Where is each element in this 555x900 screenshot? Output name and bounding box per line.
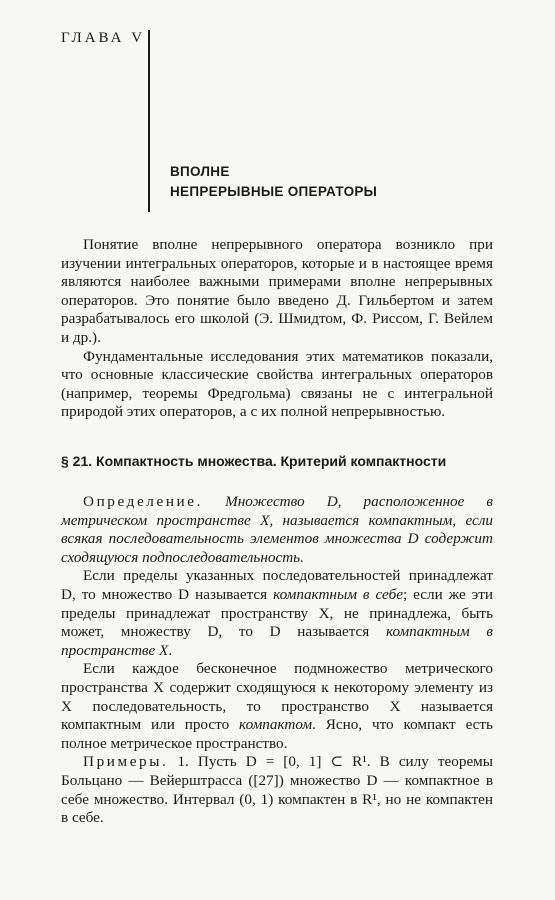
chapter-divider — [148, 30, 150, 212]
intro-paragraph-1: Понятие вполне непрерывного оператора возникло при изучении интегральных операторов, которые и в настоящее время являются наиболее важными примерами вполне непрерывных операторов. Это понятие было введено Д. Гильбертом и затем разрабатывалось его школой (Э. Шмидтом, Ф. Риссом, Г. Вейлем и др.). — [61, 236, 493, 346]
section-heading: § 21. Компактность множества. Критерий компактности — [61, 453, 447, 469]
chapter-title — [170, 162, 377, 202]
p3-text-c: . Ясно, что компакт есть полное метрическое пространство. — [61, 716, 493, 752]
p2-term-compact-in-itself: компактным в себе — [273, 585, 403, 603]
p3-term-compactum: компактом — [239, 716, 313, 734]
chapter-title-line1: ВПОЛНЕ — [170, 164, 230, 179]
examples-text: 1. Пусть D = [0, 1] ⊂ R¹. В силу теоремы Больцано — Вейерштрасса ([27]) множество D — компактное в себе множество. Интервал (0, 1) компактен в R¹, но не компактен в себе. — [61, 753, 493, 827]
p2-text-a: Если пределы указанных последовательностей принадлежат D, то множество D называется — [61, 567, 493, 603]
p2-term-compact-in-space: компактным в пространстве X — [61, 623, 493, 659]
intro-text — [61, 236, 493, 422]
compact-in-itself-paragraph — [61, 567, 493, 660]
definition-paragraph — [61, 493, 493, 567]
chapter-label: ГЛАВА V — [61, 30, 146, 46]
definition-text: Множество D, расположенное в метрическом пространстве X, называется компактным, если всякая последовательность элементов множества D содержит сходящуюся подпоследовательность. — [61, 493, 493, 566]
p2-text-c: ; если же эти пределы принадлежат пространству X, не принадлежа, быть может, множеству D, то D называется — [61, 585, 494, 641]
examples-label: Примеры. — [83, 753, 169, 771]
chapter-title-line2: НЕПРЕРЫВНЫЕ ОПЕРАТОРЫ — [170, 184, 378, 199]
compact-space-paragraph — [61, 660, 493, 753]
definition-label: Определение. — [83, 493, 204, 510]
intro-paragraph-2: Фундаментальные исследования этих математиков показали, что основные классические свойства интегральных операторов (например, теоремы Фредгольма) связаны не с интегральной природой этих операторов, а с их полной непрерывностью. — [61, 347, 493, 421]
section-text — [61, 493, 493, 828]
p2-text-e: . — [168, 641, 173, 659]
examples-paragraph — [61, 753, 493, 827]
p3-text-a: Если каждое бесконечное подмножество метрического пространства X содержит сходящуюся к некоторому элементу из X последовательность, то пространство X называется компактным или просто — [61, 660, 493, 734]
